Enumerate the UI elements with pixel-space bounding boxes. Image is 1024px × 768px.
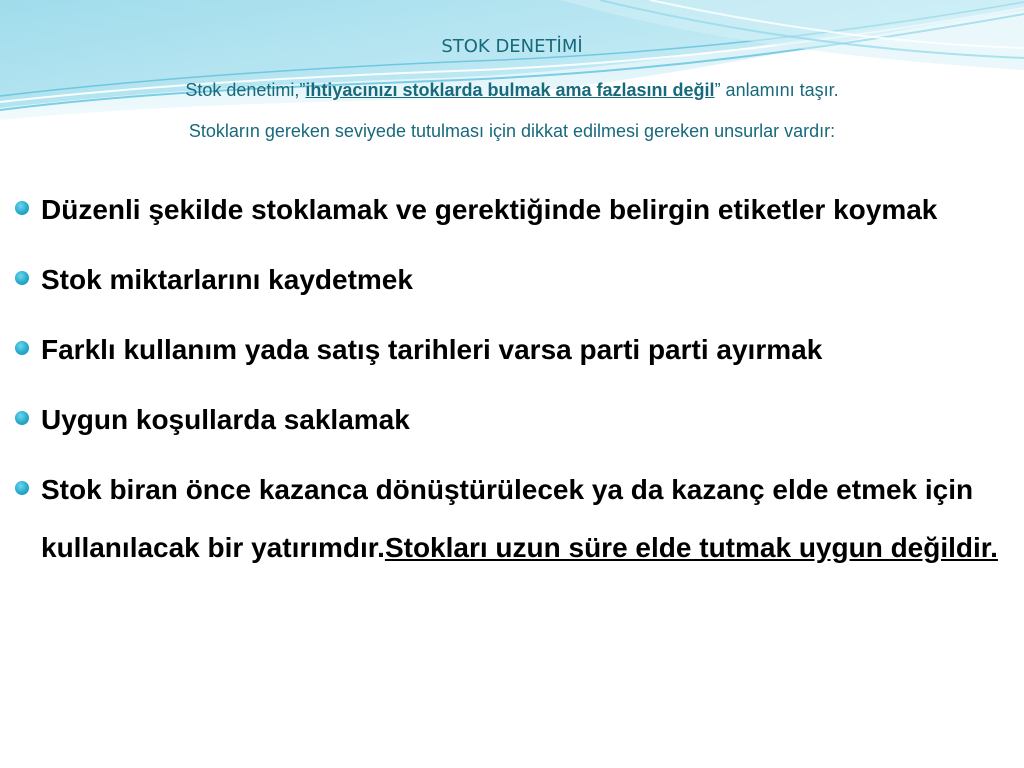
bullet-dot-icon [15, 201, 29, 215]
bullet-dot-icon [15, 411, 29, 425]
bullet-text: Düzenli şekilde stoklamak ve gerektiğinde belirgin etiketler koymak [41, 194, 938, 225]
slide-title: STOK DENETİMİ [441, 36, 583, 57]
bullet-item [0, 251, 1024, 309]
bullet-text: Stok miktarlarını kaydetmek [41, 264, 413, 295]
bullet-dot-icon [15, 341, 29, 355]
intro-prefix: Stok denetimi,” [185, 80, 306, 100]
bullet-text: Stok biran önce kazanca dönüştürülecek ya da kazanç elde etmek için kullanılacak bir yatırımdır. [41, 474, 974, 563]
bullet-list [0, 181, 1024, 589]
bullet-item [0, 321, 1024, 379]
bullet-item [0, 181, 1024, 239]
bullet-item [0, 461, 1024, 577]
bullet-underlined-text: Stokları uzun süre elde tutmak uygun değildir. [384, 532, 998, 563]
bullet-dot-icon [15, 271, 29, 285]
bullet-text: Uygun koşullarda saklamak [41, 404, 410, 435]
intro-emphasis: ihtiyacınızı stoklarda bulmak ama fazlasını değil [305, 80, 715, 100]
bullet-item [0, 391, 1024, 449]
bullet-dot-icon [15, 481, 29, 495]
bullet-text: Farklı kullanım yada satış tarihleri varsa parti parti ayırmak [41, 334, 823, 365]
intro-line [0, 80, 1024, 101]
intro-line-2: Stokların gereken seviyede tutulması için dikkat edilmesi gereken unsurlar vardır: [188, 121, 836, 141]
intro-suffix: ” anlamını taşır. [714, 80, 839, 100]
